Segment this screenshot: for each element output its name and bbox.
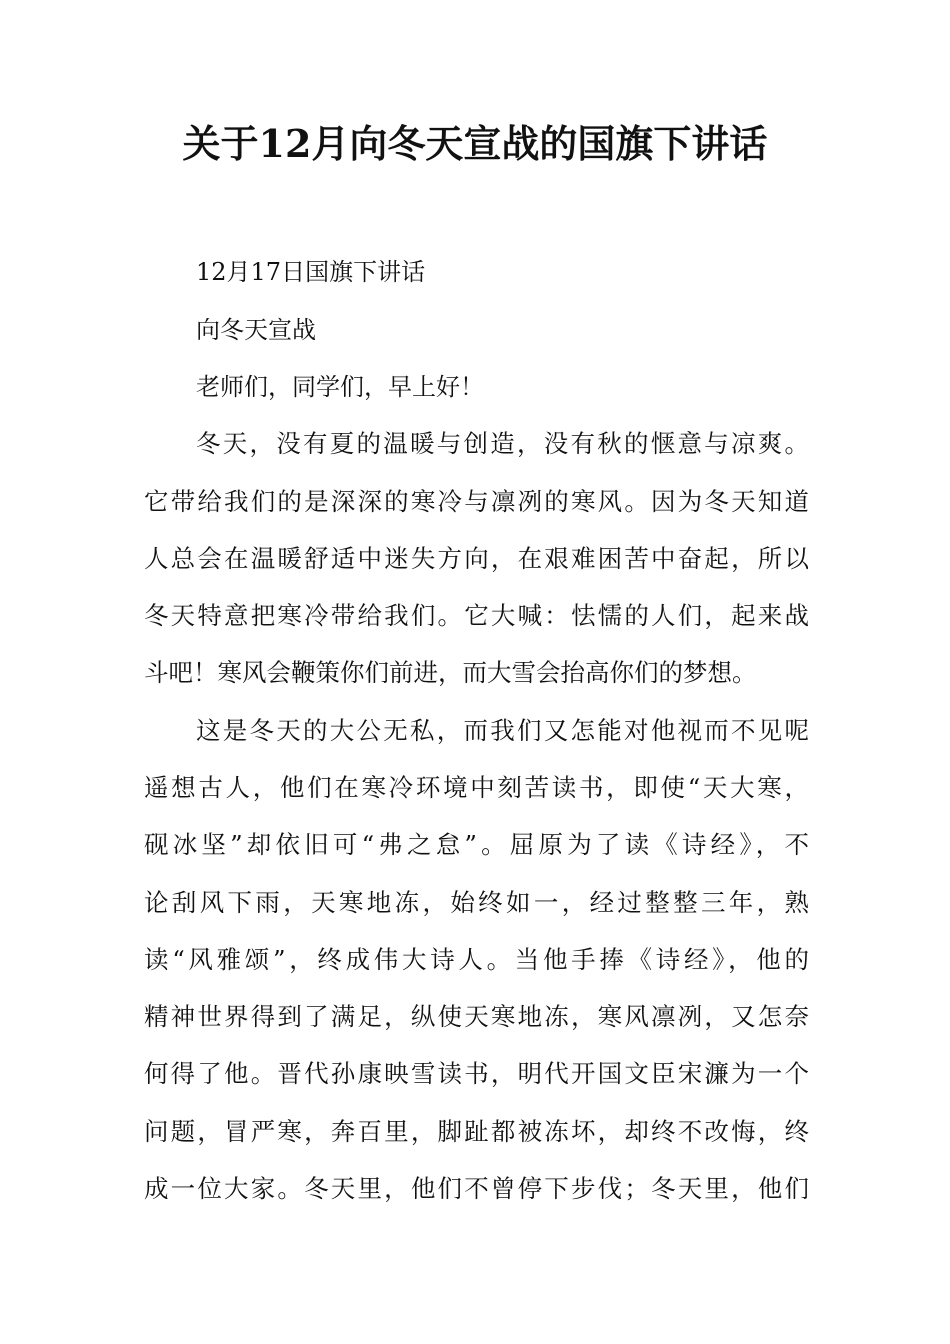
paragraph-line: 斗吧！寒风会鞭策你们前进，而大雪会抬高你们的梦想。 (144, 658, 757, 687)
paragraph-line: 遥想古人，他们在寒冷环境中刻苦读书，即使“天大寒， (144, 773, 809, 802)
paragraph-line: 砚冰坚”却依旧可“弗之怠”。屈原为了读《诗经》，不 (144, 830, 809, 859)
paragraph-line: 冬天特意把寒冷带给我们。它大喊：怯懦的人们，起来战 (144, 601, 809, 630)
speech-subtitle: 向冬天宣战 (196, 316, 316, 344)
paragraph-line: 论刮风下雨，天寒地冻，始终如一，经过整整三年，熟 (144, 888, 809, 917)
paragraph-line: 问题，冒严寒，奔百里，脚趾都被冻坏，却终不改悔，终 (144, 1117, 809, 1146)
document-title: 关于12月向冬天宣战的国旗下讲话 (182, 121, 768, 166)
paragraph-line: 精神世界得到了满足，纵使天寒地冻，寒风凛冽，又怎奈 (144, 1002, 809, 1031)
paragraph-line: 何得了他。晋代孙康映雪读书，明代开国文臣宋濂为一个 (144, 1059, 809, 1088)
greeting-line: 老师们，同学们，早上好！ (196, 373, 484, 401)
paragraph-line: 这是冬天的大公无私，而我们又怎能对他视而不见呢 (196, 716, 809, 745)
paragraph-line: 成一位大家。冬天里，他们不曾停下步伐；冬天里，他们 (144, 1174, 809, 1203)
paragraph-line: 它带给我们的是深深的寒冷与凛冽的寒风。因为冬天知道 (144, 487, 809, 516)
paragraph-line: 人总会在温暖舒适中迷失方向，在艰难困苦中奋起，所以 (144, 544, 809, 573)
paragraph-line: 冬天，没有夏的温暖与创造，没有秋的惬意与凉爽。 (196, 429, 809, 458)
paragraph-line: 读“风雅颂”，终成伟大诗人。当他手捧《诗经》，他的 (144, 945, 809, 974)
date-line: 12月17日国旗下讲话 (196, 258, 426, 286)
